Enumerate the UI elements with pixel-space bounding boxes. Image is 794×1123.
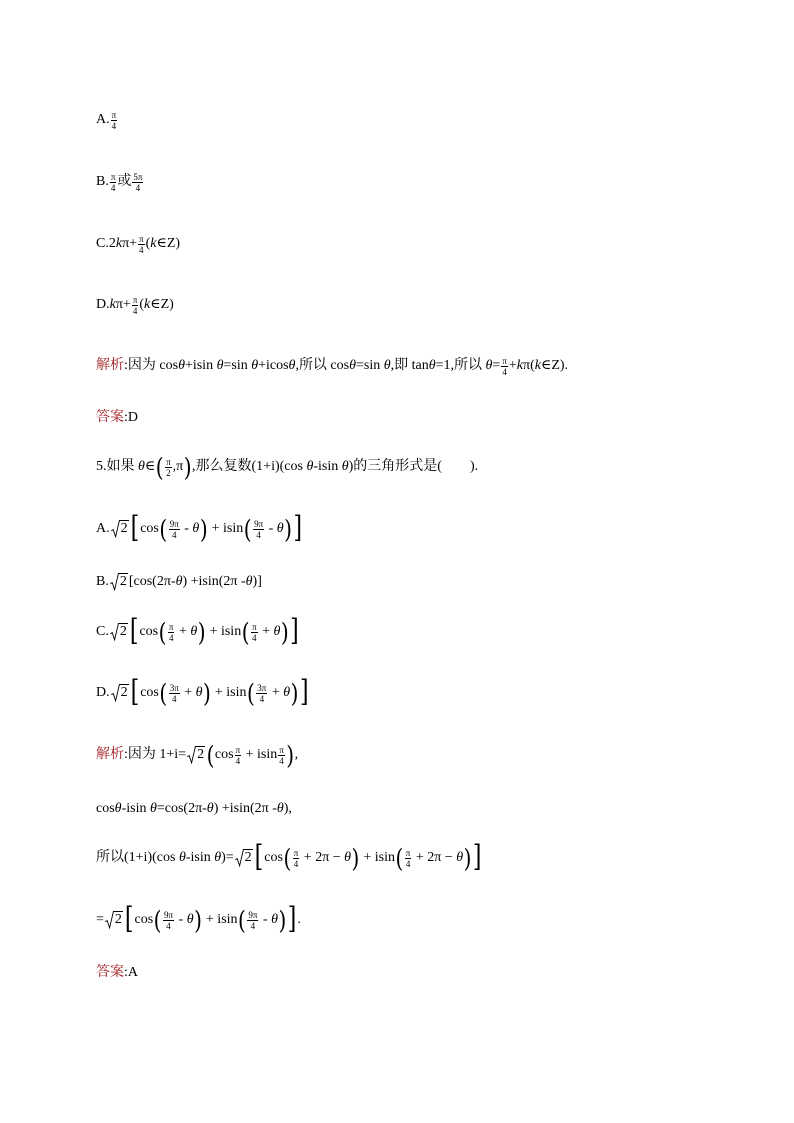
big-parenthesis: ( <box>246 678 255 708</box>
fraction-denominator: 4 <box>110 182 116 193</box>
radicand: 2 <box>119 574 127 589</box>
text-run: +isin <box>184 358 217 373</box>
q5-option-b <box>96 567 262 597</box>
fraction <box>138 234 145 255</box>
math-variable: θ <box>273 624 281 639</box>
fraction <box>405 848 412 869</box>
text-run: +icos <box>258 358 289 373</box>
square-root <box>110 573 128 591</box>
text-run: π+ <box>115 297 131 312</box>
math-variable: θ <box>271 912 278 927</box>
text-run: π( <box>523 358 535 373</box>
fraction <box>293 848 300 869</box>
text-run: ( <box>139 297 145 312</box>
text-run: + <box>175 624 191 639</box>
fraction-denominator: 4 <box>256 529 261 540</box>
text-run: cos <box>96 801 115 816</box>
math-variable: θ <box>149 801 157 816</box>
text-run: - <box>175 912 187 927</box>
fraction-numerator: π <box>166 456 171 467</box>
fraction-denominator: 4 <box>279 755 284 766</box>
fraction-numerator: 5π <box>133 171 143 182</box>
big-bracket: [ <box>124 902 134 937</box>
big-parenthesis: ( <box>238 905 246 935</box>
q5-option-d <box>96 675 310 710</box>
math-variable: θ <box>485 358 493 373</box>
math-variable: k <box>144 297 151 312</box>
text-run: ), <box>283 801 292 816</box>
radical-sign <box>111 520 120 538</box>
text-run: - <box>180 521 193 536</box>
big-parenthesis: ( <box>153 905 162 935</box>
text-run: + <box>268 685 284 700</box>
q5-option-c <box>96 614 300 649</box>
fraction-denominator: 4 <box>171 529 177 540</box>
math-variable: k <box>109 297 116 312</box>
math-variable: θ <box>178 358 185 373</box>
q5-analysis-label: 解析 <box>96 747 124 762</box>
text-run: 所以(1+i)(cos <box>96 850 179 865</box>
text-run: A. <box>96 112 110 127</box>
big-parenthesis: ) <box>284 514 292 544</box>
text-run: C. <box>96 624 109 639</box>
text-run: cos <box>214 747 234 762</box>
fraction-numerator: 9π <box>254 518 264 529</box>
text-run: -isin <box>121 801 150 816</box>
text-run: + isin <box>206 624 242 639</box>
fraction-denominator: 4 <box>259 693 265 704</box>
text-run: cos <box>140 521 159 536</box>
q5-answer-label: 答案 <box>96 965 124 980</box>
fraction-numerator: π <box>110 171 116 182</box>
text-run: C.2 <box>96 236 116 251</box>
text-run: ,那么复数(1+i)(cos <box>192 459 307 474</box>
text-run: =cos(2π- <box>156 801 207 816</box>
math-variable: θ <box>344 850 352 865</box>
text-run: + isin <box>242 747 278 762</box>
fraction-numerator: 9π <box>163 909 174 920</box>
q4-option-b <box>96 167 144 197</box>
text-run: ) +isin(2π - <box>213 801 277 816</box>
math-variable: θ <box>178 850 186 865</box>
text-run: cos <box>264 850 283 865</box>
math-variable: θ <box>349 358 356 373</box>
big-parenthesis: ( <box>155 452 164 482</box>
math-variable: θ <box>138 459 145 474</box>
fraction-denominator: 4 <box>235 755 241 766</box>
text-run: - <box>259 912 272 927</box>
big-bracket: [ <box>130 511 140 546</box>
radical-sign <box>111 684 120 702</box>
text-run: + 2π − <box>412 850 457 865</box>
big-parenthesis: ) <box>278 905 287 935</box>
big-bracket: ] <box>287 902 297 937</box>
fraction <box>251 622 258 643</box>
text-run: 5.如果 <box>96 459 138 474</box>
math-variable: θ <box>251 358 259 373</box>
square-root <box>111 684 129 702</box>
fraction-denominator: 4 <box>132 305 138 316</box>
text-run: ∈Z). <box>540 358 569 373</box>
text-run: B. <box>96 174 109 189</box>
fraction-denominator: 4 <box>111 120 117 131</box>
q4-analysis-label: 解析 <box>96 358 124 373</box>
q5-stem <box>96 452 478 482</box>
fraction <box>132 295 139 316</box>
fraction <box>278 745 285 766</box>
text-run: =1,所以 <box>435 358 486 373</box>
fraction-numerator: π <box>252 621 257 632</box>
radicand: 2 <box>119 624 127 639</box>
square-root <box>187 746 205 764</box>
text-run: ,即 tan <box>390 358 429 373</box>
fraction-denominator: 4 <box>168 632 174 643</box>
fraction-denominator: 4 <box>293 858 299 869</box>
q4-analysis <box>96 351 568 381</box>
square-root <box>110 623 128 641</box>
big-parenthesis: ) <box>463 843 472 873</box>
fraction-denominator: 2 <box>166 467 171 478</box>
math-variable: θ <box>245 574 253 589</box>
fraction-denominator: 4 <box>250 920 256 931</box>
q5-answer <box>96 958 138 988</box>
math-variable: θ <box>383 358 391 373</box>
fraction <box>111 110 118 131</box>
fraction-numerator: π <box>279 744 284 755</box>
fraction <box>169 683 180 704</box>
big-bracket: ] <box>290 614 299 649</box>
text-run: ∈Z) <box>150 297 174 312</box>
fraction <box>110 172 117 193</box>
fraction-numerator: π <box>293 847 299 858</box>
q5-analysis-line-3 <box>96 840 483 875</box>
fraction-numerator: π <box>235 744 241 755</box>
fraction <box>165 457 172 478</box>
q5-analysis <box>96 740 298 770</box>
big-parenthesis: ) <box>290 678 299 708</box>
math-variable: k <box>115 236 123 251</box>
radicand: 2 <box>120 685 128 700</box>
fraction-denominator: 4 <box>135 182 141 193</box>
text-run: )= <box>221 850 234 865</box>
fraction-numerator: π <box>405 847 411 858</box>
text-run: ∈Z) <box>156 236 181 251</box>
text-run: ,π <box>172 459 184 474</box>
math-variable: k <box>150 236 157 251</box>
big-bracket: [ <box>130 675 140 710</box>
radicand: 2 <box>197 747 205 762</box>
big-parenthesis: ( <box>283 843 292 873</box>
math-variable: θ <box>276 801 284 816</box>
math-variable: θ <box>190 624 198 639</box>
q5-option-a <box>96 511 303 546</box>
math-variable: θ <box>214 850 222 865</box>
text-run: + isin <box>202 912 238 927</box>
fraction-numerator: π <box>111 109 117 120</box>
fraction-denominator: 4 <box>405 858 411 869</box>
text-run: -isin <box>313 459 342 474</box>
text-run: 或 <box>117 174 132 189</box>
fraction <box>169 519 180 540</box>
text-run: ,所以 cos <box>295 358 350 373</box>
fraction-denominator: 4 <box>252 632 257 643</box>
big-parenthesis: ( <box>206 740 215 770</box>
fraction-numerator: π <box>502 355 507 366</box>
math-variable: θ <box>428 358 436 373</box>
fraction <box>256 683 267 704</box>
fraction <box>253 519 264 540</box>
math-variable: θ <box>306 459 314 474</box>
big-parenthesis: ( <box>241 617 250 647</box>
fraction-denominator: 4 <box>139 244 144 255</box>
math-variable: θ <box>456 850 464 865</box>
text-run: D. <box>96 685 110 700</box>
text-run: + <box>508 358 517 373</box>
fraction-numerator: 3π <box>257 682 267 693</box>
text-run: = <box>492 358 501 373</box>
text-run: = <box>96 912 104 927</box>
q4-answer <box>96 403 138 433</box>
big-bracket: [ <box>129 614 139 649</box>
fraction <box>247 910 258 931</box>
radicand: 2 <box>114 912 122 927</box>
text-run: + <box>258 624 274 639</box>
text-run: π+ <box>122 236 138 251</box>
math-variable: θ <box>186 912 194 927</box>
big-parenthesis: ( <box>159 514 168 544</box>
q5-analysis-line-4 <box>96 902 301 937</box>
fraction-numerator: π <box>132 294 138 305</box>
math-variable: θ <box>195 685 203 700</box>
big-bracket: ] <box>293 511 303 546</box>
text-run: - <box>265 521 277 536</box>
radicand: 2 <box>120 521 128 536</box>
q4-option-a <box>96 105 118 135</box>
radical-sign <box>110 623 119 641</box>
big-parenthesis: ( <box>243 514 252 544</box>
text-run: + isin <box>208 521 244 536</box>
text-run: ∈ <box>144 459 156 474</box>
math-variable: θ <box>175 574 183 589</box>
radical-sign <box>110 573 119 591</box>
math-variable: θ <box>192 521 200 536</box>
fraction-numerator: π <box>139 233 144 244</box>
text-run: + 2π − <box>300 850 345 865</box>
fraction <box>163 910 174 931</box>
math-variable: θ <box>288 358 296 373</box>
fraction <box>132 172 143 193</box>
fraction-denominator: 4 <box>171 693 177 704</box>
math-variable: k <box>516 358 523 373</box>
fraction <box>501 356 508 377</box>
text-run: . <box>297 912 301 927</box>
text-run: cos <box>139 624 159 639</box>
q4-option-c <box>96 229 180 259</box>
big-parenthesis: ) <box>286 740 295 770</box>
text-run: B. <box>96 574 109 589</box>
big-parenthesis: ( <box>158 617 167 647</box>
big-parenthesis: ( <box>159 678 168 708</box>
text-run: =sin <box>223 358 252 373</box>
big-bracket: [ <box>254 840 264 875</box>
text-run: + isin <box>211 685 247 700</box>
fraction-denominator: 4 <box>166 920 171 931</box>
text-run: A. <box>96 521 110 536</box>
text-run: :因为 cos <box>124 358 179 373</box>
fraction-numerator: 9π <box>248 909 258 920</box>
text-run: =sin <box>356 358 384 373</box>
fraction-denominator: 4 <box>502 366 507 377</box>
math-variable: θ <box>283 685 291 700</box>
text-run: -isin <box>185 850 215 865</box>
text-run: :A <box>124 965 138 980</box>
q5-analysis-line-2 <box>96 794 292 824</box>
text-run: )的三角形式是( ). <box>348 459 479 474</box>
big-parenthesis: ) <box>194 905 202 935</box>
big-parenthesis: ( <box>395 843 404 873</box>
radical-sign <box>187 746 196 764</box>
square-root <box>111 520 129 538</box>
big-parenthesis: ) <box>351 843 360 873</box>
text-run: cos <box>140 685 159 700</box>
radical-sign <box>235 849 244 867</box>
big-parenthesis: ) <box>280 617 289 647</box>
q4-option-d <box>96 290 174 320</box>
math-variable: θ <box>341 459 349 474</box>
text-run: D. <box>96 297 110 312</box>
radicand: 2 <box>244 850 252 865</box>
q4-answer-label: 答案 <box>96 410 124 425</box>
fraction-numerator: 3π <box>169 682 179 693</box>
math-variable: θ <box>216 358 224 373</box>
square-root <box>235 849 253 867</box>
text-run: , <box>294 747 299 762</box>
big-parenthesis: ) <box>197 617 206 647</box>
text-run: ) +isin(2π - <box>182 574 246 589</box>
text-run: + <box>180 685 196 700</box>
text-run: + isin <box>359 850 395 865</box>
radical-sign <box>105 911 114 929</box>
text-run: [cos(2π- <box>128 574 176 589</box>
fraction-numerator: 9π <box>169 518 179 529</box>
big-parenthesis: ) <box>203 678 211 708</box>
text-run: cos <box>134 912 154 927</box>
big-bracket: ] <box>299 675 309 710</box>
math-variable: θ <box>206 801 214 816</box>
fraction <box>168 622 175 643</box>
big-bracket: ] <box>472 840 482 875</box>
math-variable: k <box>534 358 541 373</box>
fraction <box>235 745 242 766</box>
text-run: )] <box>252 574 262 589</box>
text-run: ( <box>145 236 151 251</box>
text-run: :D <box>124 410 138 425</box>
math-variable: θ <box>276 521 284 536</box>
text-run: :因为 1+i= <box>124 747 187 762</box>
big-parenthesis: ) <box>199 514 208 544</box>
math-variable: θ <box>114 801 122 816</box>
big-parenthesis: ) <box>183 452 192 482</box>
square-root <box>105 911 123 929</box>
fraction-numerator: π <box>168 621 174 632</box>
